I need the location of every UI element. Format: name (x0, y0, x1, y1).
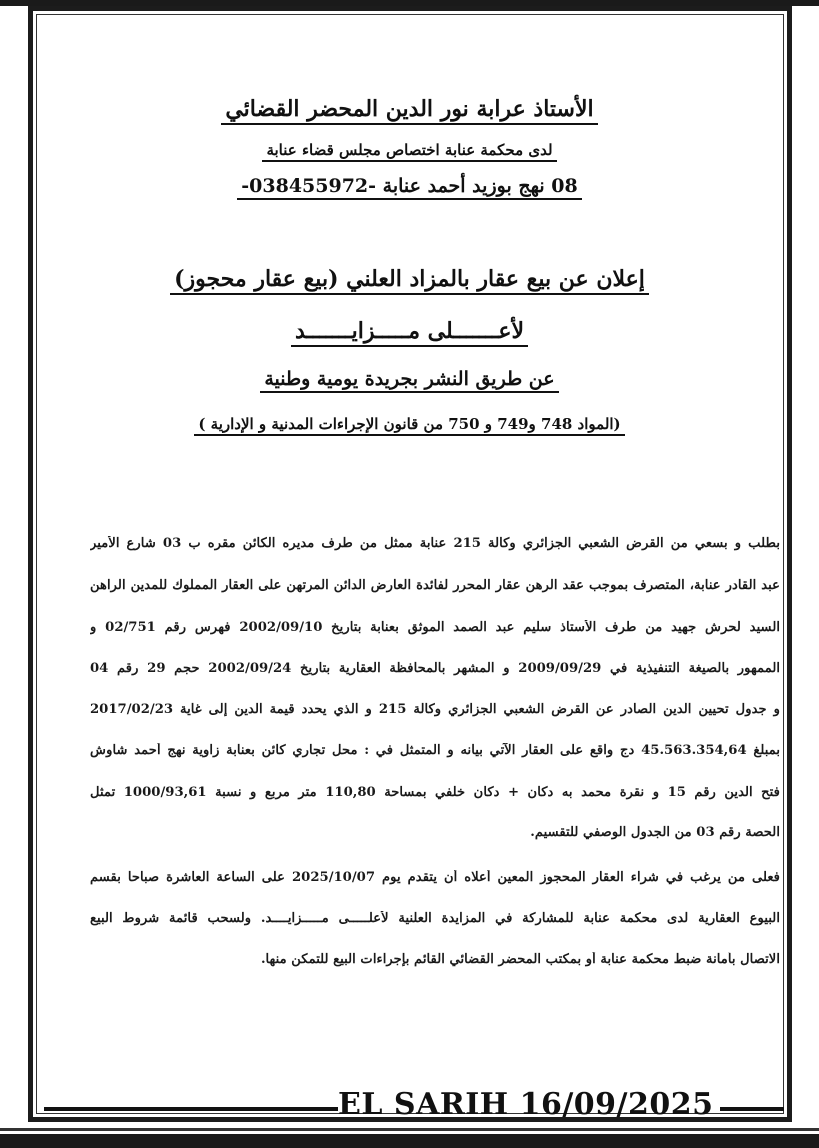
bailiff-name: الأستاذ عرابة نور الدين المحضر القضائي (0, 96, 819, 125)
body-line: بمبلغ 45.563.354,64 دج واقع على العقار الآتي بيانه و المتمثل في : محل تجاري كائن بعنابة زاوية نهج أحمد شاوش (90, 743, 780, 758)
body-line: عبد القادر عنابة، المتصرف بموجب عقد الرهن عقار المحرر لفائدة العارض الدائن المرتهن على العقار المملوك للمدين الراهن (90, 578, 780, 593)
publication-method: عن طريق النشر بجريدة يومية وطنية (0, 368, 819, 393)
body-line: بطلب و بسعي من القرض الشعبي الجزائري وكالة 215 عنابة ممثل من طرف مديره الكائن مقره ب 03 شارع الأمير (90, 536, 780, 551)
notice-line: الاتصال بأمانة ضبط محكمة عنابة أو بمكتب المحضر القضائي القائم بإجراءات البيع للتمكن منها. (260, 952, 780, 967)
body-line: السيد لحرش جهيد من طرف الأستاذ سليم عبد الصمد الموثق بعنابة بتاريخ 2002/09/10 فهرس رقم 02/751 و (90, 620, 780, 635)
footer-rule-right (720, 1107, 784, 1111)
notice-subtitle: لأعـــــــلى مـــــزايـــــــد (0, 318, 819, 347)
notice-line: فعلى من يرغب في شراء العقار المحجوز المعين أعلاه أن يتقدم يوم 2025/10/07 على الساعة العاشرة صباحا بقسم (90, 870, 780, 885)
notice-title: إعلان عن بيع عقار بالمزاد العلني (بيع عقار محجوز) (0, 266, 819, 295)
body-line: و جدول تحيين الدين الصادر عن القرض الشعبي الجزائري وكالة 215 و الذي يحدد قيمة الدين إلى غاية 2017/02/23 (90, 702, 780, 717)
page-edge-bottom (0, 1134, 819, 1148)
newspaper-footer: EL SARIH 16/09/2025 (338, 1087, 714, 1122)
footer-rule-left (44, 1107, 338, 1111)
bailiff-address: 08 نهج بوزيد أحمد عنابة -038455972- (0, 175, 819, 200)
legal-articles: (المواد 748 و749 و 750 من قانون الإجراءات المدنية و الإدارية ) (0, 415, 819, 436)
body-line: الحصة رقم 03 من الجدول الوصفي للتقسيم. (530, 825, 780, 840)
bailiff-jurisdiction: لدى محكمة عنابة اختصاص مجلس قضاء عنابة (0, 141, 819, 162)
body-line: فتح الدين رقم 15 و نقرة محمد به دكان + دكان خلفي بمساحة 110,80 متر مربع و نسبة 1000/93,61 تمثل (90, 785, 780, 800)
notice-line: البيوع العقارية لدى محكمة عنابة للمشاركة في المزايدة العلنية لأعلـــــى مـــــزايــــد. ولسحب قائمة شروط البيع (90, 911, 780, 926)
page-edge-bottom-inner (0, 1128, 819, 1131)
body-line: الممهور بالصيغة التنفيذية في 2009/09/29 و المشهر بالمحافظة العقارية بتاريخ 2002/09/24 حجم 29 رقم 04 (90, 661, 780, 676)
